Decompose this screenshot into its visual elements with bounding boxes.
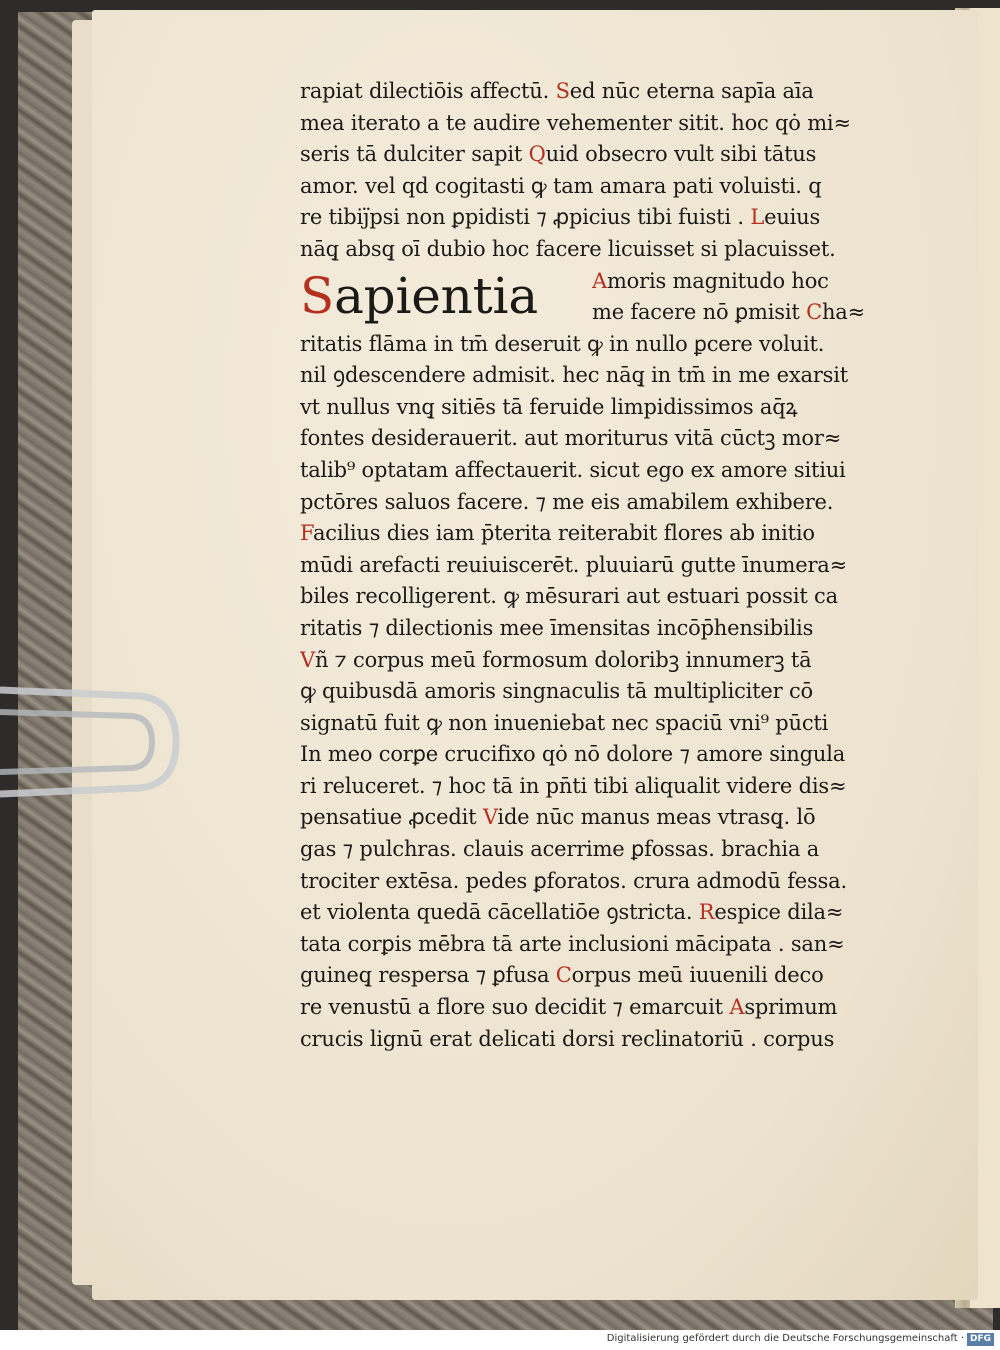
text-run: signatū fuit ꝙ non inueniebat nec spaciū vni⁹ pūcti xyxy=(300,710,829,735)
text-run: orpus meū iuuenili deco xyxy=(571,963,824,988)
body-line-18 xyxy=(300,866,890,898)
body-line-4 xyxy=(300,423,890,455)
heading-sapientia xyxy=(300,266,538,325)
heading-side-line-2 xyxy=(592,297,865,329)
rubric-initial: A xyxy=(592,268,607,293)
body-line-11 xyxy=(300,645,890,677)
body-line-16 xyxy=(300,802,890,834)
text-block xyxy=(300,76,890,1055)
text-run: euius xyxy=(764,205,821,230)
text-run: et violenta quedā cācellatiōe ꝯstricta. xyxy=(300,900,699,925)
text-run: pctōres saluos facere. ⁊ me eis amabilem exhibere. xyxy=(300,489,834,514)
body-line-15 xyxy=(300,771,890,803)
text-run: vt nullus vnq̧ sitiēs tā feruide limpidissimos aq̄ꝝ xyxy=(300,394,798,419)
body-line-9 xyxy=(300,581,890,613)
text-run: biles recolligerent. ꝙ mēsurari aut estuari possit ca xyxy=(300,584,838,609)
heading-side-lines xyxy=(592,266,865,329)
text-run: espice dila≈ xyxy=(714,900,844,925)
text-run: nil ꝯdescendere admisit. hec nāq̧ in tm̄ in me exarsit xyxy=(300,363,848,388)
body-line-12 xyxy=(300,676,890,708)
body-line-8 xyxy=(300,550,890,582)
text-run: talib⁹ optatam affectauerit. sicut ego ex amore sitiui xyxy=(300,457,846,482)
text-lines-bottom xyxy=(300,329,890,1056)
body-line-2 xyxy=(300,360,890,392)
body-line-3 xyxy=(300,392,890,424)
rubric-initial: C xyxy=(555,963,572,988)
body-line-5 xyxy=(300,455,890,487)
rubric-initial: A xyxy=(729,995,745,1020)
heading-rest: apientia xyxy=(334,266,538,325)
dfg-logo: DFG xyxy=(967,1333,994,1346)
heading-initial: S xyxy=(300,266,335,325)
text-run: moris magnitudo hoc xyxy=(606,268,829,293)
text-run: ide nūc manus meas vtrasq̧. lō xyxy=(497,805,816,830)
body-line-17 xyxy=(300,834,890,866)
text-run: uid obsecro vult sibi tātus xyxy=(545,142,817,167)
top-line-5 xyxy=(300,202,890,234)
body-line-14 xyxy=(300,739,890,771)
text-run: ed nūc eterna sapīa aīa xyxy=(569,79,814,103)
heading-side-line-1 xyxy=(592,266,865,298)
text-lines-top xyxy=(300,76,890,266)
body-line-7 xyxy=(300,518,890,550)
text-run: ritatis ⁊ dilectionis mee īmensitas incōp̄hensibilis xyxy=(300,615,814,640)
text-run: amor. vel qd cogitasti ꝙ tam amara pati voluisti. q xyxy=(300,173,822,198)
text-run: mūdi arefacti reuiuiscerēt. pluuiarū gutte īnumera≈ xyxy=(300,552,848,577)
text-run: In meo corꝑe crucifixo qȯ nō dolore ⁊ amore singula xyxy=(300,742,846,767)
top-line-6 xyxy=(300,234,890,266)
rubric-initial: S xyxy=(555,79,570,103)
rubric-initial: C xyxy=(806,300,822,325)
body-line-21 xyxy=(300,960,890,992)
text-run: sprimum xyxy=(744,995,838,1020)
body-line-20 xyxy=(300,929,890,961)
text-run: ha≈ xyxy=(821,300,865,325)
rubric-initial: V xyxy=(300,647,315,672)
top-line-1 xyxy=(300,76,890,108)
body-line-22 xyxy=(300,992,890,1024)
top-line-2 xyxy=(300,108,890,140)
text-run: pensatiue ꝓcedit xyxy=(300,805,483,830)
text-run: fontes desiderauerit. aut moriturus vitā cūctꝫ mor≈ xyxy=(300,426,842,451)
text-run: acilius dies iam p̄terita reiterabit flores ab initio xyxy=(312,521,815,546)
heading-row xyxy=(300,266,890,329)
body-line-1 xyxy=(300,329,890,361)
top-line-4 xyxy=(300,171,890,203)
text-run: trociter extēsa. pedes ꝑforatos. crura admodū fessa. xyxy=(300,868,847,893)
body-line-23 xyxy=(300,1024,890,1056)
top-line-3 xyxy=(300,139,890,171)
text-run: re venustū a flore suo decidit ⁊ emarcuit xyxy=(300,995,730,1020)
paper-clip-icon xyxy=(0,672,182,812)
footer-credit: Digitalisierung gefördert durch die Deutsche Forschungsgemeinschaft · xyxy=(606,1333,964,1344)
text-run: ꝙ quibusdā amoris singnaculis tā multipliciter cō xyxy=(300,679,813,704)
rubric-initial: R xyxy=(698,900,715,925)
text-run: rapiat dilectiōis affectū. xyxy=(300,79,556,103)
rubric-initial: V xyxy=(482,805,498,830)
text-run: crucis lignū erat delicati dorsi reclinatoriū . corpus xyxy=(300,1026,835,1051)
text-run: re tibiȷ̈psi non ꝑpidisti ⁊ ꝓpicius tibi fuisti . xyxy=(300,205,751,230)
rubric-initial: L xyxy=(750,205,765,230)
text-run: seris tā dulciter sapit xyxy=(300,142,529,167)
text-run: guineq̧ respersa ⁊ ꝑfusa xyxy=(300,963,556,988)
rubric-initial: F xyxy=(300,521,313,546)
footer-bar xyxy=(0,1330,1000,1350)
text-run: ñ ⁊ corpus meū formosum doloribꝫ innumerꝫ tā xyxy=(314,647,812,672)
text-run: gas ⁊ pulchras. clauis acerrime ꝑfossas. brachia a xyxy=(300,837,820,862)
rubric-initial: Q xyxy=(528,142,546,167)
text-run: tata corꝑis mēbra tā arte inclusioni mācipata . san≈ xyxy=(300,931,845,956)
body-line-6 xyxy=(300,487,890,519)
body-line-19 xyxy=(300,897,890,929)
text-run: me facere nō ꝑmisit xyxy=(592,300,807,325)
text-run: mea iterato a te audire vehementer sitit. hoc qȯ mi≈ xyxy=(300,110,851,135)
text-run: ritatis flāma in tm̄ deseruit ꝙ in nullo ꝑcere voluit. xyxy=(300,331,825,356)
text-run: ri reluceret. ⁊ hoc tā in pn̄ti tibi aliqualit videre dis≈ xyxy=(300,773,847,798)
text-run: nāq̧ absq̧ oī dubio hoc facere licuisset si placuisset. xyxy=(300,236,836,261)
body-line-10 xyxy=(300,613,890,645)
body-line-13 xyxy=(300,708,890,740)
